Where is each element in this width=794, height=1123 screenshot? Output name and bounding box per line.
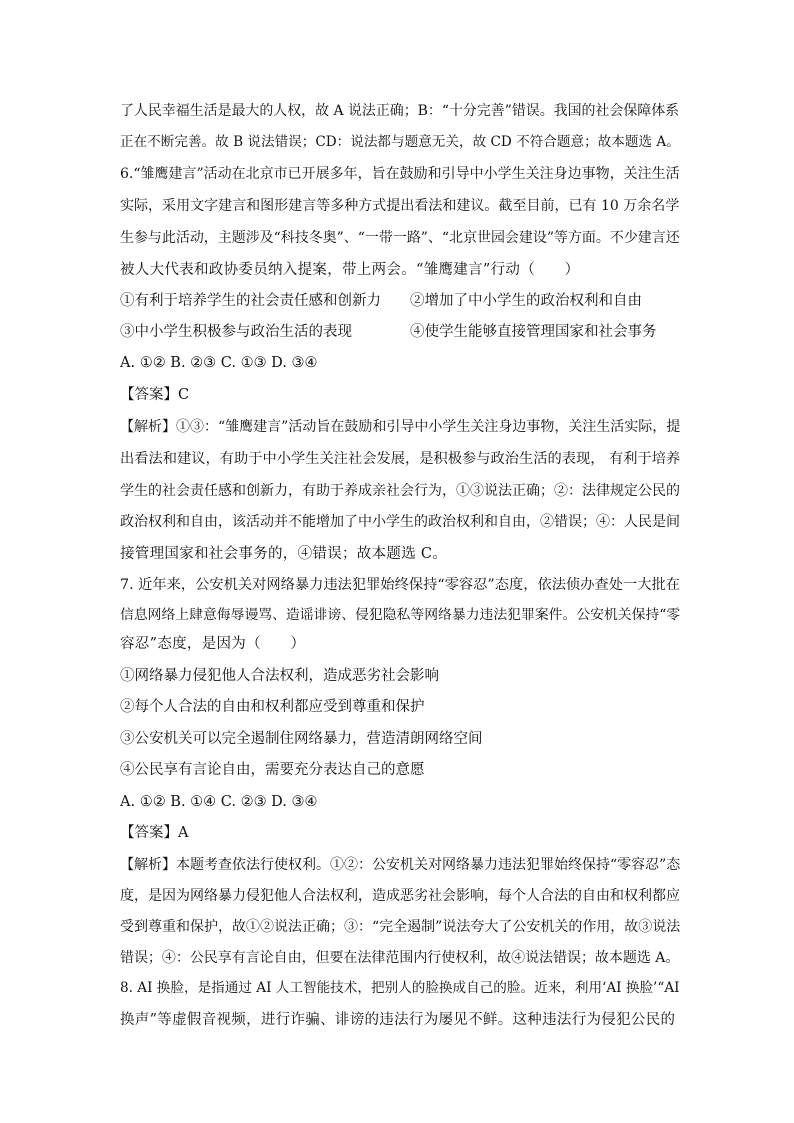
question-7-option: ④公民享有言论自由，需要充分表达自己的意愿 <box>120 762 425 778</box>
question-7-choices: A. ①② B. ①④ C. ②③ D. ③④ <box>120 794 318 810</box>
text-line: 信息网络上肆意侮辱谩骂、造谣诽谤、侵犯隐私等网络暴力违法犯罪案件。公安机关保持“零 <box>120 607 681 623</box>
question-7-option: ③公安机关可以完全遏制住网络暴力，营造清朗网络空间 <box>120 731 483 747</box>
text-line: 了人民幸福生活是最大的人权，故 A 说法正确；B：“十分完善”错误。我国的社会保障体系 <box>120 103 680 119</box>
text-line: 学生的社会责任感和创新力，有助于养成亲社会行为，①③说法正确；②：法律规定公民的 <box>120 483 680 499</box>
text-line: 受到尊重和保护，故①②说法正确；③：“完全遏制”说法夸大了公安机关的作用，故③说法 <box>120 919 681 935</box>
text-line: 政治权利和自由，该活动并不能增加了中小学生的政治权利和自由，②错误；④：人民是间 <box>120 514 680 530</box>
question-8-stem: 8. AI 换脸，是指通过 AI 人工智能技术，把别人的脸换成自己的脸。近来，利用‘AI 换脸’“AI <box>120 980 680 996</box>
question-7-option: ①网络暴力侵犯他人合法权利，造成恶劣社会影响 <box>120 668 439 684</box>
text-line: 实际，采用文字建言和图形建言等多种方式提出看法和建议。截至目前，已有 10 万余名学 <box>120 198 680 214</box>
question-6-options: ①有利于培养学生的社会责任感和创新力 ②增加了中小学生的政治权利和自由 <box>120 293 642 309</box>
question-6-stem: 6.“雏鹰建言”活动在北京市已开展多年，旨在鼓励和引导中小学生关注身边事物，关注生活 <box>120 166 680 182</box>
question-7-stem: 7. 近年来，公安机关对网络暴力违法犯罪始终保持“零容忍”态度，依法侦办查处一大批在 <box>120 577 680 593</box>
text-line: 被人大代表和政协委员纳入提案，带上两会。“雏鹰建言”行动（ ） <box>120 262 580 278</box>
question-7-answer: 【答案】A <box>120 825 189 841</box>
text-line: 度，是因为网络暴力侵犯他人合法权利，造成恶劣社会影响，每个人合法的自由和权利都应 <box>120 888 680 904</box>
question-6-choices: A. ①② B. ②③ C. ①③ D. ③④ <box>120 355 318 371</box>
text-line: 生参与此活动，主题涉及“科技冬奥”、“一带一路”、“北京世园会建设”等方面。不少建言还 <box>120 230 680 246</box>
text-line: 接管理国家和社会事务的，④错误；故本题选 C。 <box>120 546 448 562</box>
text-line: 正在不断完善。故 B 说法错误；CD：说法都与题意无关，故 CD 不符合题意；故本题选 A。 <box>120 134 680 150</box>
text-line: 错误；④：公民享有言论自由，但要在法律范围内行使权利，故④说法错误；故本题选 A。 <box>120 950 680 966</box>
text-line: 换声”等虚假音视频，进行诈骗、诽谤的违法行为屡见不鲜。这种违法行为侵犯公民的 <box>120 1012 676 1028</box>
question-6-options: ③中小学生积极参与政治生活的表现 ④使学生能够直接管理国家和社会事务 <box>120 324 657 340</box>
text-line: 容忍”态度，是因为（ ） <box>120 636 306 652</box>
text-line: 出看法和建议，有助于中小学生关注社会发展，是积极参与政治生活的表现， 有利于培养 <box>120 451 681 467</box>
question-7-analysis: 【解析】本题考查依法行使权利。①②：公安机关对网络暴力违法犯罪始终保持“零容忍”态 <box>120 857 681 873</box>
question-7-option: ②每个人合法的自由和权利都应受到尊重和保护 <box>120 699 425 715</box>
question-6-answer: 【答案】C <box>120 387 190 403</box>
question-6-analysis: 【解析】①③：“雏鹰建言”活动旨在鼓励和引导中小学生关注身边事物，关注生活实际，提 <box>120 419 681 435</box>
